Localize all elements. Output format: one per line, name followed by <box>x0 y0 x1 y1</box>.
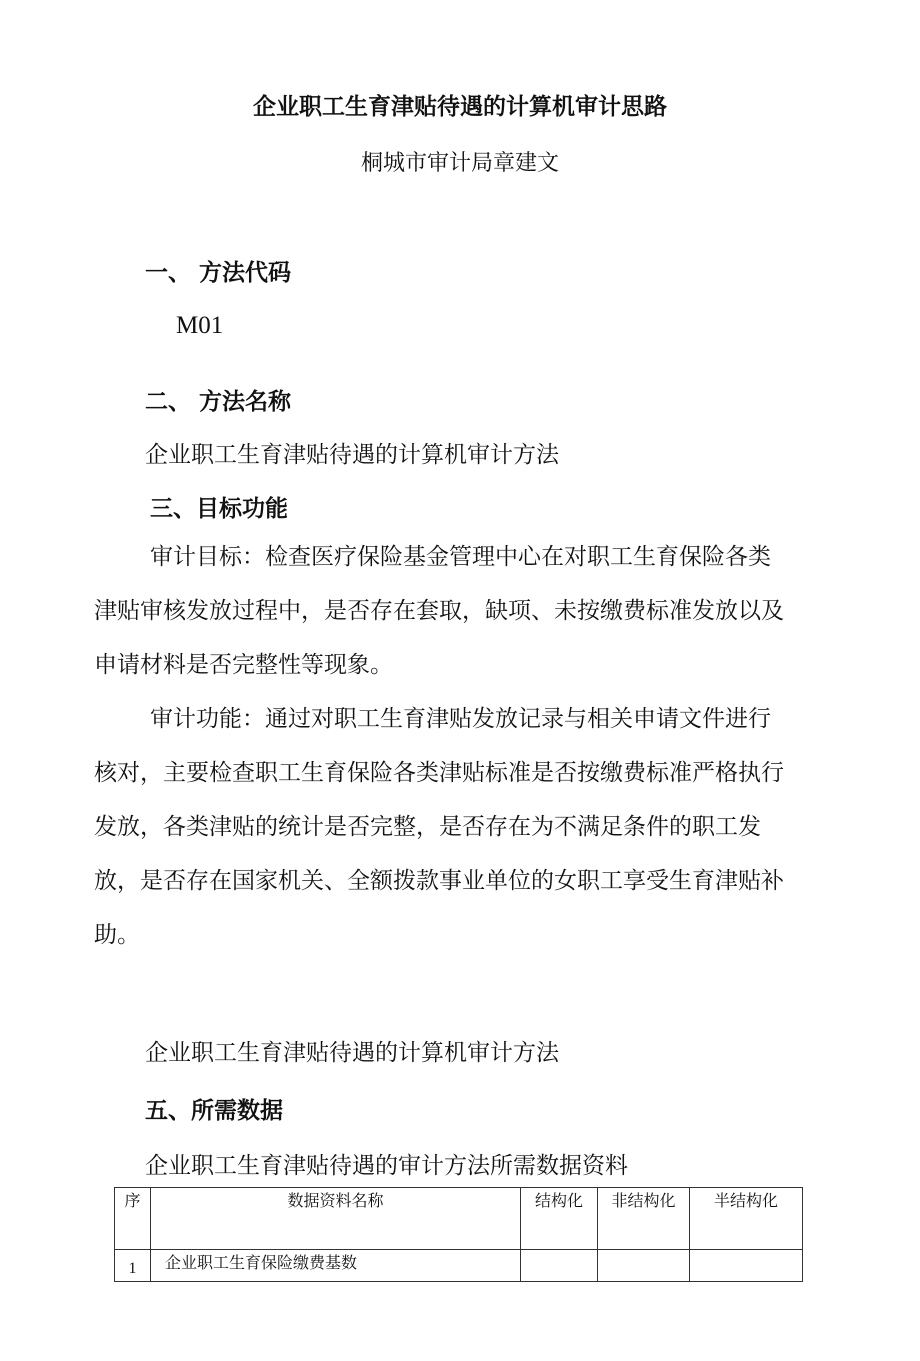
row-structured <box>521 1250 598 1282</box>
document-title: 企业职工生育津贴待遇的计算机审计思路 <box>253 94 667 120</box>
audit-function-paragraph: 审计功能：通过对职工生育津贴发放记录与相关申请文件进行核对，主要检查职工生育保险各类津贴标准是否按缴费标准严格执行发放，各类津贴的统计是否完整，是否存在为不满足条件的职工发放，是否存在国家机关、全额拨款事业单位的女职工享受生育津贴补助。 <box>94 706 784 948</box>
section-3-heading: 三、目标功能 <box>150 496 288 522</box>
table-header-row <box>115 1188 803 1250</box>
header-seq: 序 <box>115 1188 151 1250</box>
header-unstructured: 非结构化 <box>598 1188 690 1250</box>
table-row <box>115 1250 803 1282</box>
method-code: M01 <box>176 312 224 339</box>
data-requirements-table <box>114 1187 803 1282</box>
row-seq: 1 <box>115 1250 151 1282</box>
method-name: 企业职工生育津贴待遇的计算机审计方法 <box>145 442 559 468</box>
section-2-heading: 二、 方法名称 <box>145 389 292 415</box>
audit-goal-paragraph: 审计目标：检查医疗保险基金管理中心在对职工生育保险各类津贴审核发放过程中，是否存在套取，缺项、未按缴费标准发放以及申请材料是否完整性等现象。 <box>94 544 784 678</box>
header-semi-structured: 半结构化 <box>690 1188 803 1250</box>
row-semi-structured <box>690 1250 803 1282</box>
header-structured: 结构化 <box>521 1188 598 1250</box>
document-author: 桐城市审计局章建文 <box>360 151 559 176</box>
row-data-name: 企业职工生育保险缴费基数 <box>151 1250 521 1282</box>
section-1-heading: 一、 方法代码 <box>145 260 292 286</box>
table-caption: 企业职工生育津贴待遇的审计方法所需数据资料 <box>145 1153 628 1179</box>
header-data-name: 数据资料名称 <box>151 1188 521 1250</box>
section-4-text: 企业职工生育津贴待遇的计算机审计方法 <box>145 1040 559 1066</box>
section-5-heading: 五、所需数据 <box>145 1098 283 1124</box>
row-unstructured <box>598 1250 690 1282</box>
